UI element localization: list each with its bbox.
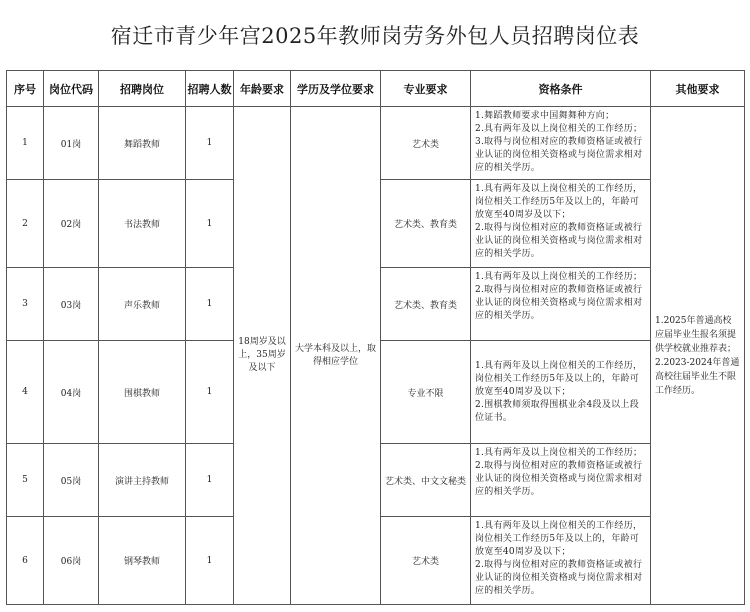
cell-position: 书法教师: [99, 180, 186, 268]
condition-line: 2.取得与岗位相对应的教师资格证或被行业认证的岗位相关资格或与岗位需求相对应的相关学历。: [475, 560, 643, 596]
cell-code: 01岗: [44, 107, 99, 180]
cell-position: 声乐教师: [99, 268, 186, 341]
cell-code: 02岗: [44, 180, 99, 268]
condition-line: 2.取得与岗位相对应的教师资格证或被行业认证的岗位相关资格或与岗位需求相对应的相关学历。: [475, 223, 643, 259]
cell-qualification: [471, 341, 651, 444]
cell-education: 大学本科及以上，取得相应学位: [291, 107, 381, 605]
cell-position: 舞蹈教师: [99, 107, 186, 180]
header-other: 其他要求: [651, 71, 745, 107]
condition-line: 1.具有两年及以上岗位相关的工作经历；: [475, 272, 643, 282]
header-qualification: 资格条件: [471, 71, 651, 107]
cell-count: 1: [186, 444, 234, 517]
cell-count: 1: [186, 341, 234, 444]
condition-line: 3.取得与岗位相对应的教师资格证或被行业认证的岗位相关资格或与岗位需求相对应的相关学历。: [475, 137, 643, 173]
cell-position: 演讲主持教师: [99, 444, 186, 517]
header-seq: 序号: [7, 71, 44, 107]
page-title: 宿迁市青少年宫2025年教师岗劳务外包人员招聘岗位表: [110, 24, 640, 48]
header-code: 岗位代码: [44, 71, 99, 107]
cell-seq: 1: [7, 107, 44, 180]
cell-major: 艺术类、中文文秘类: [381, 444, 471, 517]
header-education: 学历及学位要求: [291, 71, 381, 107]
cell-count: 1: [186, 268, 234, 341]
condition-line: 1.舞蹈教师要求中国舞舞种方向；: [475, 111, 615, 121]
cell-other: [651, 107, 745, 605]
cell-seq: 2: [7, 180, 44, 268]
cell-count: 1: [186, 107, 234, 180]
recruitment-table: [6, 70, 745, 605]
cell-seq: 6: [7, 517, 44, 605]
cell-qualification: [471, 107, 651, 180]
condition-line: 1.具有两年及以上岗位相关的工作经历，岗位相关工作经历5年及以上的，年龄可放宽至40周岁及以下；: [475, 184, 643, 220]
cell-count: 1: [186, 180, 234, 268]
cell-major: 艺术类、教育类: [381, 180, 471, 268]
cell-qualification: [471, 517, 651, 605]
cell-seq: 5: [7, 444, 44, 517]
cell-major: 专业不限: [381, 341, 471, 444]
condition-line: 1.具有两年及以上岗位相关的工作经历；: [475, 448, 643, 458]
header-age: 年龄要求: [234, 71, 291, 107]
cell-code: 05岗: [44, 444, 99, 517]
cell-position: 钢琴教师: [99, 517, 186, 605]
cell-seq: 3: [7, 268, 44, 341]
table-row: [7, 107, 745, 180]
condition-line: 2.围棋教师须取得围棋业余4段及以上段位证书。: [475, 399, 640, 423]
other-line: 1.2025年普通高校应届毕业生报名须提供学校就业推荐表；: [655, 315, 737, 354]
header-count: 招聘人数: [186, 71, 234, 107]
cell-code: 06岗: [44, 517, 99, 605]
condition-line: 2.取得与岗位相对应的教师资格证或被行业认证的岗位相关资格或与岗位需求相对应的相关学历。: [475, 461, 643, 497]
header-major: 专业要求: [381, 71, 471, 107]
cell-age: 18周岁及以上，35周岁及以下: [234, 107, 291, 605]
cell-code: 04岗: [44, 341, 99, 444]
cell-major: 艺术类: [381, 107, 471, 180]
cell-qualification: [471, 444, 651, 517]
cell-count: 1: [186, 517, 234, 605]
header-position: 招聘岗位: [99, 71, 186, 107]
condition-line: 2.取得与岗位相对应的教师资格证或被行业认证的岗位相关资格或与岗位需求相对应的相关学历。: [475, 285, 643, 321]
cell-major: 艺术类、教育类: [381, 268, 471, 341]
cell-code: 03岗: [44, 268, 99, 341]
cell-position: 围棋教师: [99, 341, 186, 444]
cell-qualification: [471, 268, 651, 341]
cell-seq: 4: [7, 341, 44, 444]
other-line: 2.2023-2024年普通高校往届毕业生不限工作经历。: [655, 357, 740, 396]
header-row: [7, 71, 745, 107]
condition-line: 2.具有两年及以上岗位相关的工作经历；: [475, 124, 643, 134]
cell-major: 艺术类: [381, 517, 471, 605]
condition-line: 1.具有两年及以上岗位相关的工作经历，岗位相关工作经历5年及以上的，年龄可放宽至40周岁及以下；: [475, 521, 643, 557]
cell-qualification: [471, 180, 651, 268]
condition-line: 1.具有两年及以上岗位相关的工作经历，岗位相关工作经历5年及以上的，年龄可放宽至40周岁及以下；: [475, 360, 643, 397]
